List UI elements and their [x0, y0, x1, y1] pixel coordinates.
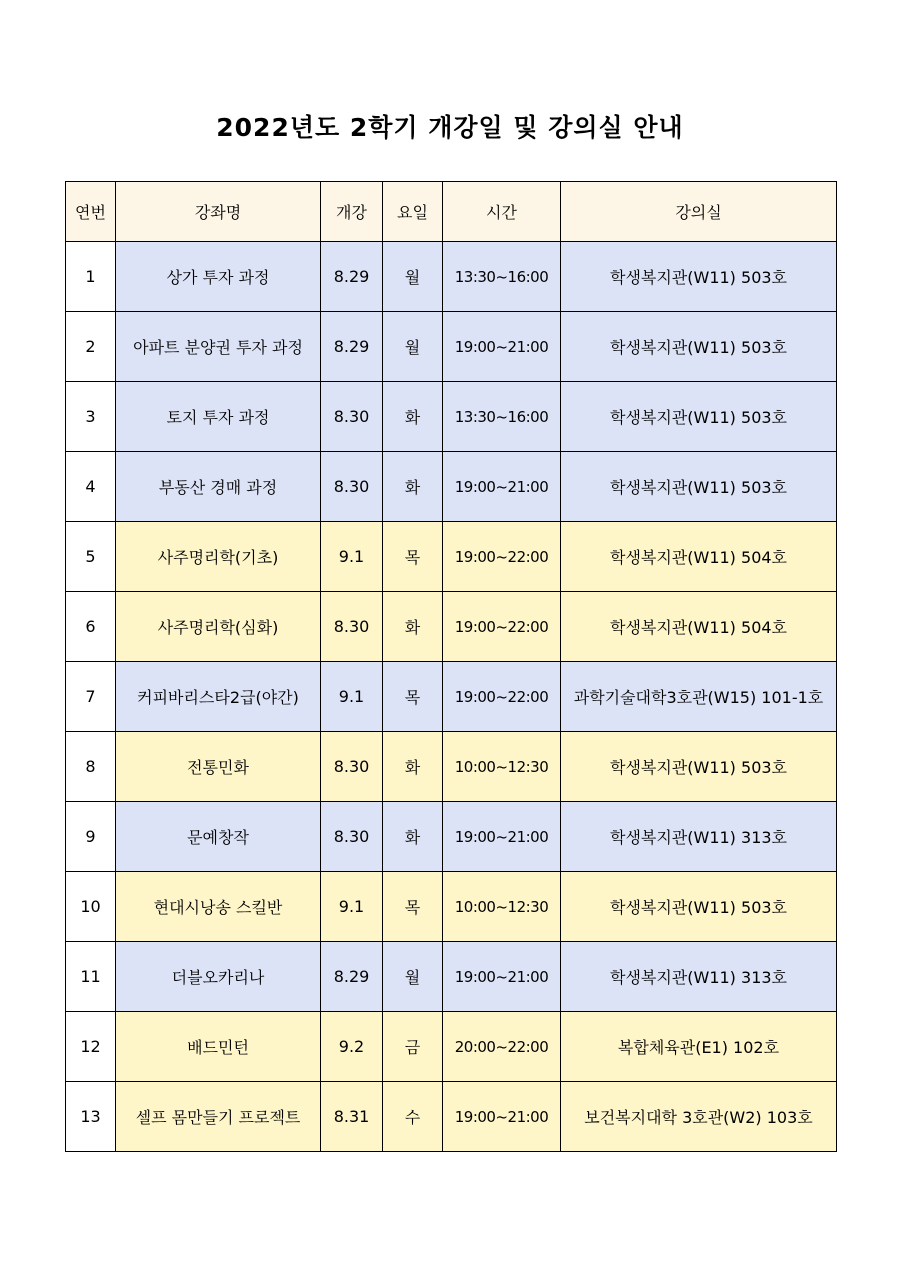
weekday: 화: [383, 452, 443, 522]
class-time: 19:00~21:00: [443, 942, 561, 1012]
classroom: 보건복지대학 3호관(W2) 103호: [561, 1082, 837, 1152]
weekday: 월: [383, 942, 443, 1012]
row-number: 6: [66, 592, 116, 662]
start-date: 9.1: [321, 662, 383, 732]
weekday: 화: [383, 382, 443, 452]
table-header-row: [66, 182, 837, 242]
course-name: 더블오카리나: [116, 942, 321, 1012]
row-number: 12: [66, 1012, 116, 1082]
start-date: 8.31: [321, 1082, 383, 1152]
header-classroom: 강의실: [561, 182, 837, 242]
course-name: 사주명리학(심화): [116, 592, 321, 662]
table-row: [66, 872, 837, 942]
class-time: 10:00~12:30: [443, 872, 561, 942]
table-row: [66, 732, 837, 802]
table-row: [66, 802, 837, 872]
weekday: 목: [383, 522, 443, 592]
weekday: 월: [383, 242, 443, 312]
header-course-name: 강좌명: [116, 182, 321, 242]
course-schedule-table: [65, 181, 837, 1152]
classroom: 학생복지관(W11) 504호: [561, 522, 837, 592]
start-date: 8.29: [321, 242, 383, 312]
table-row: [66, 592, 837, 662]
class-time: 19:00~21:00: [443, 312, 561, 382]
course-name: 문예창작: [116, 802, 321, 872]
class-time: 19:00~21:00: [443, 452, 561, 522]
classroom: 학생복지관(W11) 503호: [561, 242, 837, 312]
page-title: 2022년도 2학기 개강일 및 강의실 안내: [216, 113, 684, 142]
row-number: 5: [66, 522, 116, 592]
class-time: 13:30~16:00: [443, 242, 561, 312]
table-row: [66, 1012, 837, 1082]
start-date: 8.30: [321, 732, 383, 802]
start-date: 9.1: [321, 872, 383, 942]
table-row: [66, 312, 837, 382]
header-weekday: 요일: [383, 182, 443, 242]
classroom: 학생복지관(W11) 503호: [561, 312, 837, 382]
course-name: 토지 투자 과정: [116, 382, 321, 452]
row-number: 9: [66, 802, 116, 872]
class-time: 19:00~22:00: [443, 592, 561, 662]
class-time: 20:00~22:00: [443, 1012, 561, 1082]
row-number: 11: [66, 942, 116, 1012]
table-row: [66, 662, 837, 732]
course-name: 전통민화: [116, 732, 321, 802]
start-date: 8.30: [321, 802, 383, 872]
weekday: 화: [383, 732, 443, 802]
course-name: 부동산 경매 과정: [116, 452, 321, 522]
classroom: 학생복지관(W11) 313호: [561, 802, 837, 872]
header-time: 시간: [443, 182, 561, 242]
classroom: 학생복지관(W11) 313호: [561, 942, 837, 1012]
course-name: 아파트 분양권 투자 과정: [116, 312, 321, 382]
start-date: 8.29: [321, 942, 383, 1012]
table-row: [66, 382, 837, 452]
class-time: 19:00~22:00: [443, 522, 561, 592]
classroom: 과학기술대학3호관(W15) 101-1호: [561, 662, 837, 732]
class-time: 10:00~12:30: [443, 732, 561, 802]
course-name: 셀프 몸만들기 프로젝트: [116, 1082, 321, 1152]
weekday: 목: [383, 662, 443, 732]
class-time: 19:00~21:00: [443, 1082, 561, 1152]
class-time: 19:00~22:00: [443, 662, 561, 732]
classroom: 학생복지관(W11) 503호: [561, 732, 837, 802]
table-row: [66, 522, 837, 592]
course-name: 상가 투자 과정: [116, 242, 321, 312]
row-number: 13: [66, 1082, 116, 1152]
table-row: [66, 1082, 837, 1152]
table-row: [66, 242, 837, 312]
course-name: 사주명리학(기초): [116, 522, 321, 592]
weekday: 금: [383, 1012, 443, 1082]
classroom: 학생복지관(W11) 503호: [561, 382, 837, 452]
start-date: 8.30: [321, 452, 383, 522]
class-time: 13:30~16:00: [443, 382, 561, 452]
weekday: 목: [383, 872, 443, 942]
weekday: 화: [383, 802, 443, 872]
course-name: 커피바리스타2급(야간): [116, 662, 321, 732]
class-time: 19:00~21:00: [443, 802, 561, 872]
start-date: 8.30: [321, 592, 383, 662]
row-number: 8: [66, 732, 116, 802]
weekday: 수: [383, 1082, 443, 1152]
row-number: 2: [66, 312, 116, 382]
classroom: 학생복지관(W11) 504호: [561, 592, 837, 662]
start-date: 8.29: [321, 312, 383, 382]
weekday: 월: [383, 312, 443, 382]
start-date: 9.2: [321, 1012, 383, 1082]
row-number: 3: [66, 382, 116, 452]
table-row: [66, 942, 837, 1012]
classroom: 학생복지관(W11) 503호: [561, 872, 837, 942]
course-name: 배드민턴: [116, 1012, 321, 1082]
row-number: 7: [66, 662, 116, 732]
classroom: 학생복지관(W11) 503호: [561, 452, 837, 522]
start-date: 8.30: [321, 382, 383, 452]
weekday: 화: [383, 592, 443, 662]
course-name: 현대시낭송 스킬반: [116, 872, 321, 942]
row-number: 4: [66, 452, 116, 522]
table-row: [66, 452, 837, 522]
header-number: 연번: [66, 182, 116, 242]
row-number: 10: [66, 872, 116, 942]
start-date: 9.1: [321, 522, 383, 592]
classroom: 복합체육관(E1) 102호: [561, 1012, 837, 1082]
row-number: 1: [66, 242, 116, 312]
header-start-date: 개강: [321, 182, 383, 242]
